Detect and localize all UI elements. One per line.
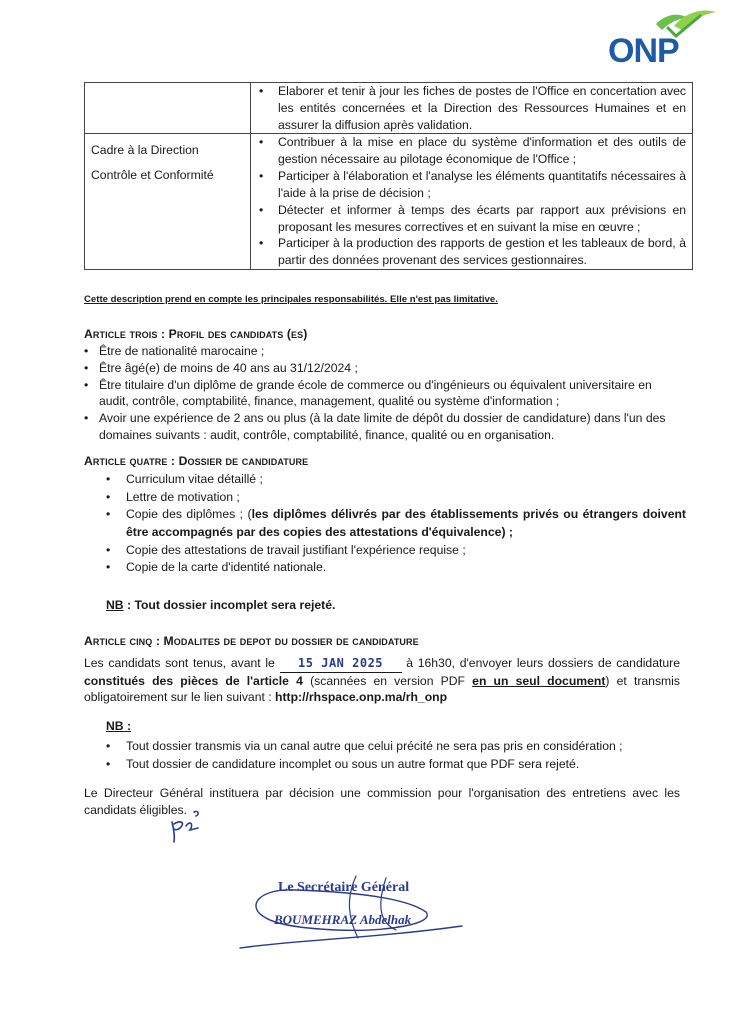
application-file-list (106, 471, 686, 577)
list-item: • Copie de la carte d'identité nationale. (106, 559, 686, 577)
role-cell (85, 83, 251, 134)
list-item: • Tout dossier transmis via un canal autre que celui précité ne sera pas pris en considération ; (106, 738, 686, 756)
onp-logo (604, 6, 720, 72)
duty-item: • Elaborer et tenir à jour les fiches de postes de l'Office en concertation avec les entités concernées et la Direction des Ressources Humaines et en assurer la diffusion après validation. (251, 83, 686, 133)
list-item: • Avoir une expérience de 2 ans ou plus (à la date limite de dépôt du dossier de candidature) dans l'un des domaines suivants : audit, contrôle, comptabilité, finance, qualité ou en organisation. (84, 410, 684, 444)
article-5-title: Modalites de depot du dossier de candidature (163, 634, 419, 648)
diplomas-bold-text: les diplômes délivrés par des établissements privés ou étrangers doivent être accompagnés par des copies des attestations d'équivalence) ; (126, 507, 686, 540)
candidate-profile-list (84, 343, 684, 444)
para-text: à 16h30, d'envoyer leurs dossiers de candidature (401, 656, 680, 670)
article-3-title: Profil des candidats (es) (168, 327, 308, 341)
list-item: • Tout dossier de candidature incomplet ou sous un autre format que PDF sera rejeté. (106, 756, 686, 774)
date-stamp: 15 JAN 2025 (280, 655, 402, 673)
article-5-label: Article cinq : (84, 634, 164, 648)
submission-link[interactable]: http://rhspace.onp.ma/rh_onp (275, 690, 448, 705)
description-note: Cette description prend en compte les principales responsabilités. Elle n'est pas limitative. (84, 294, 498, 305)
duties-cell (251, 83, 693, 134)
duties-cell (251, 134, 693, 270)
para-bold-text: constitués des pièces de l'article 4 (84, 673, 303, 688)
list-item: • Être titulaire d'un diplôme de grande école de commerce ou d'ingénieurs ou équivalent universitaire en audit, contrôle, comptabilité, finance, management, qualité ou système d'information ; (84, 377, 684, 411)
list-item: • Être de nationalité marocaine ; (84, 343, 684, 360)
nb-label: NB (106, 598, 124, 612)
nb-heading (106, 718, 131, 735)
article-4-title: Dossier de candidature (178, 454, 309, 468)
nb-list (106, 738, 686, 773)
list-item: • Curriculum vitae détaillé ; (106, 471, 686, 489)
duties-table (84, 82, 693, 270)
handwritten-initials (166, 808, 210, 844)
article-4-label: Article quatre : (84, 454, 179, 468)
list-item (106, 506, 686, 541)
diplomas-text: Copie des diplômes ; ( (126, 507, 252, 522)
article-5-heading (84, 633, 419, 650)
role-cell (85, 134, 251, 270)
list-item: • Être âgé(e) de moins de 40 ans au 31/12/2024 ; (84, 360, 684, 377)
duty-item: • Contribuer à la mise en place du système d'information et des outils de gestion nécessaire au pilotage économique de l'Office ; (251, 134, 686, 168)
nb-label: NB (106, 719, 124, 733)
duty-item: • Participer à l'élaboration et l'analyse les éléments quantitatifs nécessaires à l'aide à la prise de décision ; (251, 168, 686, 202)
para-text: Les candidats sont tenus, avant le (84, 656, 280, 670)
table-row (85, 134, 693, 270)
article-4-heading (84, 453, 308, 470)
para-text: ) et transmis obligatoirement sur le lien suivant : (84, 673, 680, 705)
nb-incomplete-note (106, 597, 335, 614)
nb-text: : Tout dossier incomplet sera rejeté. (123, 598, 336, 612)
nb-colon: : (123, 719, 132, 733)
logo-text: ONP (608, 32, 679, 70)
table-row (85, 83, 693, 134)
role-title-line2: Contrôle et Conformité (91, 168, 214, 183)
duty-item: • Participer à la production des rapports de gestion et les tableaux de bord, à partir des données provenant des services gestionnaires. (251, 235, 686, 269)
role-title-line1: Cadre à la Direction (91, 143, 199, 158)
article-3-heading (84, 326, 307, 343)
list-item: • Copie des attestations de travail justifiant l'expérience requise ; (106, 542, 686, 560)
submission-paragraph (84, 655, 680, 706)
signatory-title: Le Secrétaire Général (278, 880, 410, 895)
signature-stamp (236, 868, 466, 954)
para-bold-underline-text: en un seul document (472, 673, 606, 688)
list-item: • Lettre de motivation ; (106, 489, 686, 507)
para-text: (scannées en version PDF (302, 673, 473, 688)
signatory-name: BOUMEHRAZ Abdelhak (274, 912, 412, 927)
duty-item: • Détecter et informer à temps des écarts par rapport aux prévisions en proposant les mesures correctives et en suivant la mise en œuvre ; (251, 202, 686, 236)
closing-paragraph: Le Directeur Général instituera par décision une commission pour l'organisation des entretiens avec les candidats éligibles. (84, 786, 680, 817)
article-3-label: Article trois : (84, 327, 169, 341)
